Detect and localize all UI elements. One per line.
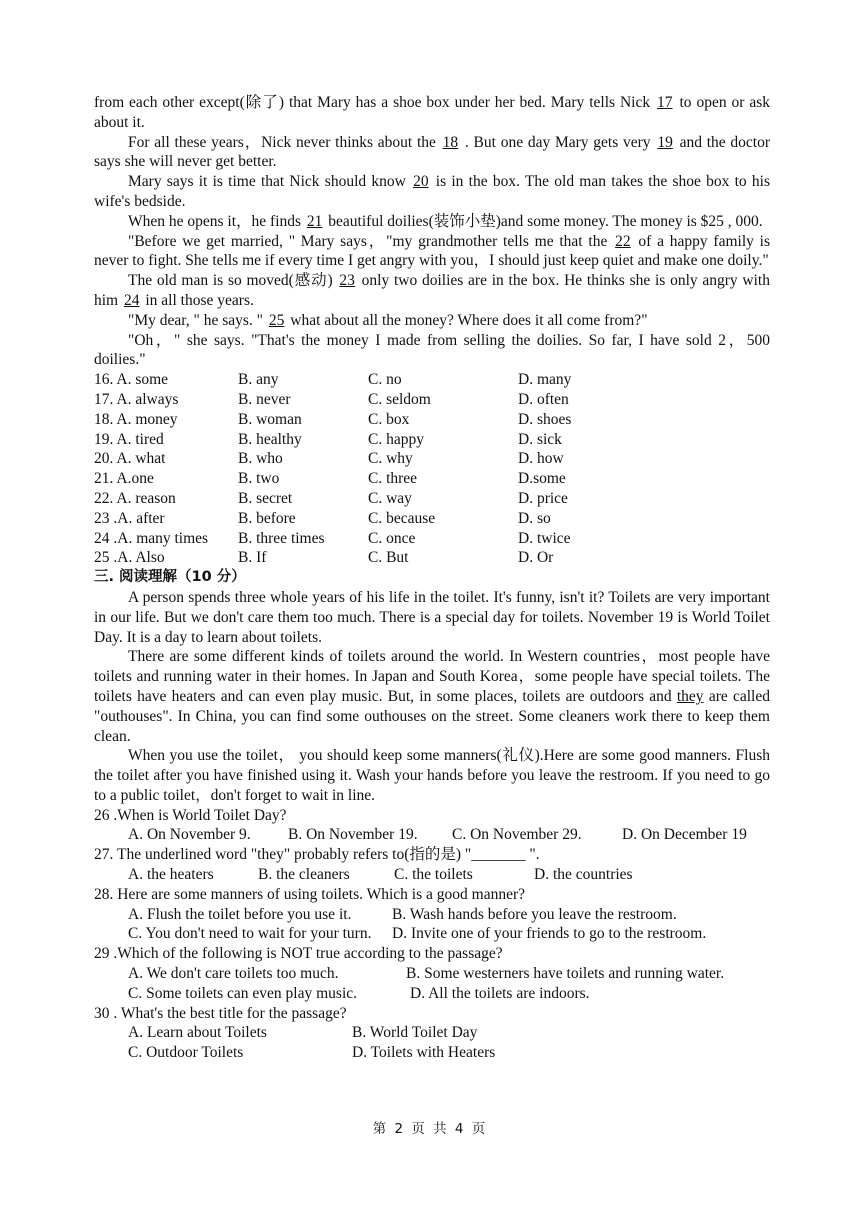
blank-20: 20 (413, 173, 429, 191)
option-d: D. shoes (518, 410, 572, 428)
option-a: A. the heaters (128, 866, 214, 884)
cloze-paragraph-1 (94, 93, 770, 133)
question-options (94, 964, 770, 984)
text: are called "outhouses". In China, you can find some outhouses on the street. Some cleaners work there to keep them clean. (94, 687, 770, 745)
text: The old man is so moved(感动) (128, 272, 338, 290)
text: For all these years，Nick never thinks about the (128, 133, 441, 151)
option-row-25 (94, 548, 770, 568)
question-options (94, 825, 770, 845)
question-26 (94, 806, 770, 846)
cloze-paragraph-7 (94, 311, 770, 331)
question-options (94, 905, 770, 925)
option-b: B. Some westerners have toilets and running water. (406, 965, 725, 983)
reading-paragraph-1: A person spends three whole years of his life in the toilet. It's funny, isn't it? Toilets are very important in our life. But we don't care them too much. There is a special day for toilets. November 19 is World Toilet Day. It is a day to learn about toilets. (94, 588, 770, 646)
option-a: 18. A. money (94, 410, 178, 428)
question-options (94, 1023, 770, 1043)
question-29 (94, 944, 770, 1003)
option-a: A. Learn about Toilets (128, 1024, 267, 1042)
cloze-paragraph-4 (94, 212, 770, 232)
question-stem: 29 .Which of the following is NOT true according to the passage? (94, 945, 503, 963)
cloze-options (94, 370, 770, 568)
option-b: B. who (238, 450, 283, 468)
option-b: B. never (238, 390, 291, 408)
cloze-paragraph-6 (94, 271, 770, 311)
text: There are some different kinds of toilets around the world. In Western countries，most people have toilets and running water in their homes. In Japan and South Korea，some people have special toilets. The toilets have heaters and can even play music. But, in some places, toilets are outdoors and (94, 648, 770, 705)
option-d: D. the countries (534, 866, 633, 884)
question-stem: 27. The underlined word "they" probably refers to(指的是) "_______ ". (94, 846, 540, 864)
blank-23: 23 (339, 272, 355, 290)
option-d: D. On December 19 (622, 826, 747, 844)
text: only two doilies are in the box. He thinks she is only angry with him (94, 272, 770, 309)
option-d: D.some (518, 470, 566, 488)
option-b: B. If (238, 549, 267, 567)
option-d: D. how (518, 450, 564, 468)
option-a: 21. A.one (94, 470, 154, 488)
option-c: C. because (368, 509, 436, 527)
option-b: B. healthy (238, 430, 302, 448)
option-a: 25 .A. Also (94, 549, 165, 567)
option-d: D. many (518, 371, 572, 389)
option-row-20 (94, 449, 770, 469)
question-stem: 28. Here are some manners of using toilets. Which is a good manner? (94, 885, 526, 903)
option-b: B. secret (238, 489, 293, 507)
option-d: D. Invite one of your friends to go to the restroom. (392, 925, 707, 943)
blank-22: 22 (615, 232, 631, 250)
text: what about all the money? Where does it all come from?" (286, 311, 648, 329)
option-a: A. We don't care toilets too much. (128, 965, 339, 983)
option-d: D. sick (518, 430, 562, 448)
text: from each other except(除了) that Mary has a shoe box under her bed. Mary tells Nick (94, 94, 656, 111)
option-row-22 (94, 489, 770, 509)
option-d: D. All the toilets are indoors. (410, 984, 590, 1002)
blank-19: 19 (657, 133, 673, 151)
text: to open or ask about it. (94, 94, 770, 131)
blank-17: 17 (657, 94, 673, 111)
option-c: C. happy (368, 430, 424, 448)
option-d: D. Toilets with Heaters (352, 1044, 496, 1062)
section-title: 三. 阅读理解（10 分） (94, 569, 246, 586)
blank-24: 24 (124, 291, 140, 309)
option-d: D. often (518, 390, 569, 408)
text: of a happy family is never to fight. She tells me if every time I get angry with you，I should just keep quiet and make one doily." (94, 232, 770, 270)
option-d: D. so (518, 509, 551, 527)
question-options (94, 984, 770, 1004)
option-c: C. seldom (368, 390, 431, 408)
text: is in the box. The old man takes the shoe box to his wife's bedside. (94, 173, 771, 210)
option-b: B. three times (238, 529, 325, 547)
option-c: C. Some toilets can even play music. (128, 984, 358, 1002)
text: "My dear, " he says. " (128, 311, 267, 329)
option-c: C. the toilets (394, 866, 473, 884)
cloze-paragraph-5 (94, 232, 770, 272)
option-a: 19. A. tired (94, 430, 164, 448)
text: "Before we get married, " Mary says，"my grandmother tells me that the (128, 232, 614, 250)
option-b: B. On November 19. (288, 826, 418, 844)
text: and the doctor says she will never get better. (94, 133, 770, 171)
text: Mary says it is time that Nick should know (128, 173, 412, 191)
option-c: C. But (368, 549, 409, 567)
option-row-19 (94, 430, 770, 450)
option-c: C. On November 29. (452, 826, 582, 844)
question-options (94, 924, 770, 944)
cloze-paragraph-8: "Oh，" she says. "That's the money I made from selling the doilies. So far, I have sold 2，500 doilies." (94, 331, 770, 369)
option-row-18 (94, 410, 770, 430)
page-number-footer: 第 2 页 共 4 页 (372, 1121, 488, 1137)
option-c: C. once (368, 529, 416, 547)
option-d: D. price (518, 489, 568, 507)
option-b: B. before (238, 509, 296, 527)
option-a: 17. A. always (94, 390, 179, 408)
option-a: 22. A. reason (94, 489, 176, 507)
reading-paragraph-3: When you use the toilet， you should keep some manners(礼仪).Here are some good manners. Flush the toilet after you have finished using it. Wash your hands before you leave the restroom. If you need to go to a public toilet，don't forget to wait in line. (94, 747, 770, 804)
question-options (94, 865, 770, 885)
blank-18: 18 (442, 133, 459, 151)
option-c: C. Outdoor Toilets (128, 1044, 244, 1062)
option-a: A. Flush the toilet before you use it. (128, 905, 352, 923)
option-c: C. You don't need to wait for your turn. (128, 925, 372, 943)
question-stem: 30 . What's the best title for the passage? (94, 1004, 347, 1022)
option-a: 16. A. some (94, 371, 169, 389)
cloze-paragraph-3 (94, 172, 770, 212)
option-b: B. woman (238, 410, 302, 428)
text: beautiful doilies(装饰小垫)and some money. The money is $25 , 000. (324, 212, 763, 230)
option-row-23 (94, 509, 770, 529)
option-a: 24 .A. many times (94, 529, 209, 547)
cloze-paragraph-2 (94, 133, 770, 173)
option-d: D. twice (518, 529, 571, 547)
option-row-21 (94, 469, 770, 489)
option-c: C. way (368, 489, 412, 507)
option-row-24 (94, 529, 770, 549)
option-a: 20. A. what (94, 450, 166, 468)
option-d: D. Or (518, 549, 554, 567)
question-stem: 26 .When is World Toilet Day? (94, 806, 287, 824)
question-28 (94, 885, 770, 944)
underlined-word-they: they (676, 687, 704, 705)
exam-page (94, 93, 770, 1063)
option-c: C. box (368, 410, 410, 428)
question-options (94, 1043, 770, 1063)
question-27 (94, 845, 770, 885)
option-c: C. three (368, 470, 418, 488)
option-row-17 (94, 390, 770, 410)
blank-25: 25 (268, 311, 285, 329)
text: in all those years. (141, 291, 254, 309)
blank-21: 21 (306, 212, 323, 230)
text: When he opens it，he finds (128, 212, 305, 230)
option-a: 23 .A. after (94, 509, 165, 527)
reading-paragraph-2 (94, 647, 770, 746)
question-30 (94, 1004, 770, 1063)
option-b: B. the cleaners (258, 866, 350, 884)
option-row-16 (94, 370, 770, 390)
option-b: B. two (238, 470, 280, 488)
option-b: B. Wash hands before you leave the restroom. (392, 905, 677, 923)
option-c: C. why (368, 450, 413, 468)
option-b: B. any (238, 371, 279, 389)
option-c: C. no (368, 371, 402, 389)
text: . But one day Mary gets very (460, 133, 656, 151)
option-a: A. On November 9. (128, 826, 251, 844)
option-b: B. World Toilet Day (352, 1024, 478, 1042)
